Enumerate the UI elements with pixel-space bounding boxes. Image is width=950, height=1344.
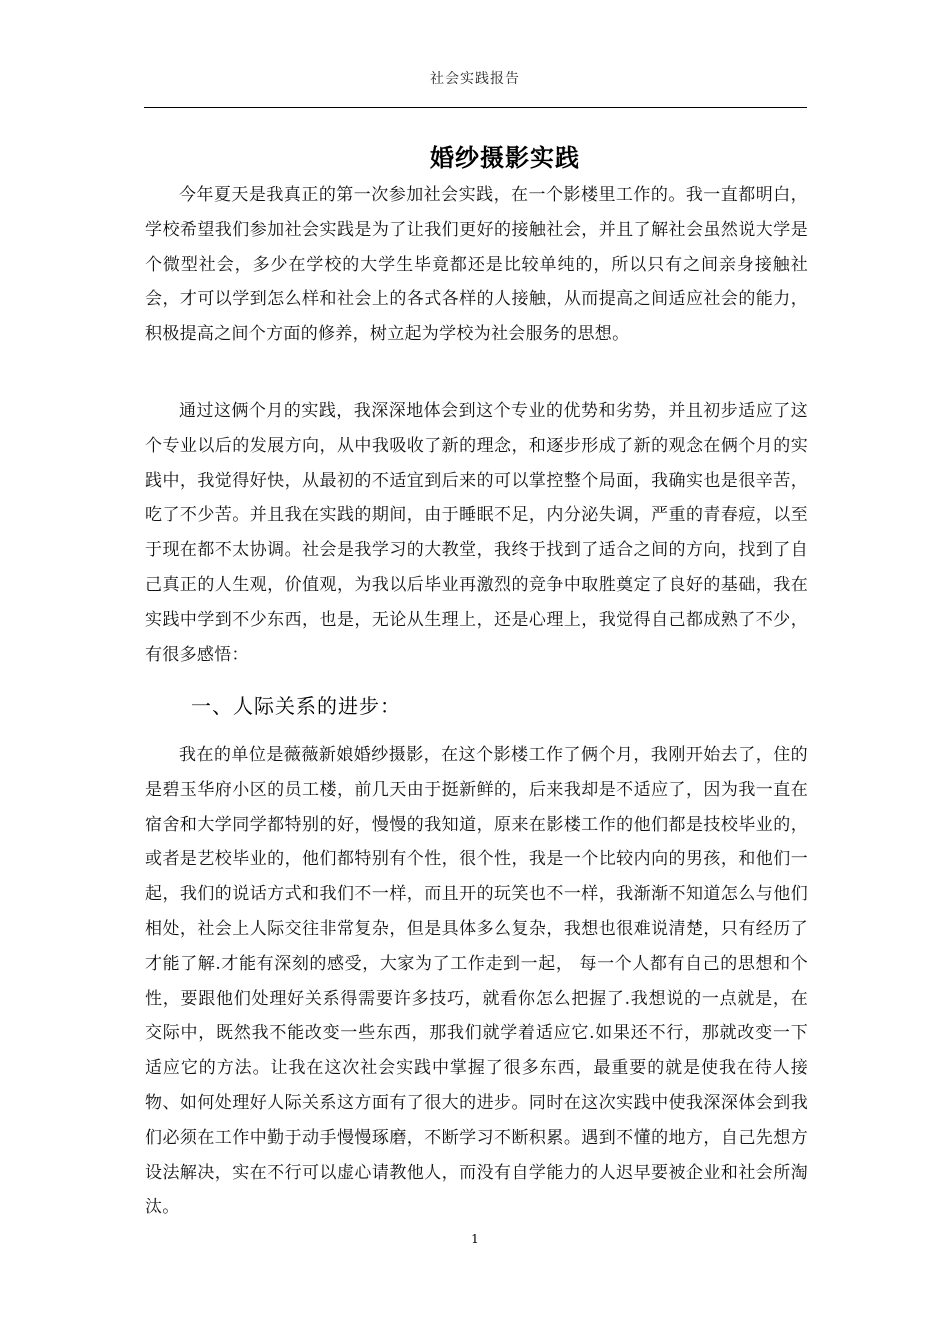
paragraph-text: 通过这俩个月的实践，我深深地体会到这个专业的优势和劣势，并且初步适应了这个专业以后的发展方向，从中我吸收了新的理念，和逐步形成了新的观念在俩个月的实践中，我觉得好快，从最初的不适宜到后来的可以掌控整个局面，我确实也是很辛苦，吃了不少苦。并且我在实践的期间，由于睡眠不足，内分泌失调，严重的青春痘，以至于现在都不太协调。社会是我学习的大教堂，我终于找到了适合之间的方向，找到了自己真正的人生观，价值观，为我以后毕业再激烈的竞争中取胜奠定了良好的基础，我在实践中学到不少东西，也是，无论从生理上，还是心理上，我觉得自己都成熟了不少，有很多感悟： xyxy=(145,401,808,665)
page-number: 1 xyxy=(471,1232,479,1246)
header-divider xyxy=(144,107,807,108)
paragraph-text: 今年夏天是我真正的第一次参加社会实践，在一个影楼里工作的。我一直都明白，学校希望我们参加社会实践是为了让我们更好的接触社会，并且了解社会虽然说大学是个微型社会，多少在学校的大学生毕竟都还是比较单纯的，所以只有之间亲身接触社会，才可以学到怎么样和社会上的各式各样的人接触，从而提高之间适应社会的能力，积极提高之间个方面的修养，树立起为学校为社会服务的思想。 xyxy=(145,185,808,345)
document-title: 婚纱摄影实践 xyxy=(430,144,580,172)
running-header: 社会实践报告 xyxy=(430,71,520,87)
paragraph-text: 我在的单位是薇薇新娘婚纱摄影，在这个影楼工作了俩个月，我刚开始去了，住的是碧玉华府小区的员工楼，前几天由于挺新鲜的，后来我却是不适应了，因为我一直在宿舍和大学同学都特别的好，慢慢的我知道，原来在影楼工作的他们都是技校毕业的，或者是艺校毕业的，他们都特别有个性，很个性，我是一个比较内向的男孩，和他们一起，我们的说话方式和我们不一样，而且开的玩笑也不一样，我渐渐不知道怎么与他们相处，社会上人际交往非常复杂，但是具体多么复杂，我想也很难说清楚，只有经历了才能了解.才能有深刻的感受，大家为了工作走到一起， 每一个人都有自己的思想和个性，要跟他们处理好关系得需要许多技巧，就看你怎么把握了.我想说的一点就是，在交际中，既然我不能改变一些东西，那我们就学着适应它.如果还不行，那就改变一下适应它的方法。让我在这次社会实践中掌握了很多东西，最重要的就是使我在待人接物、如何处理好人际关系这方面有了很大的进步。同时在这次实践中使我深深体会到我们必须在工作中勤于动手慢慢琢磨，不断学习不断积累。遇到不懂的地方，自己先想方设法解决，实在不行可以虚心请教他人，而没有自学能力的人迟早要被企业和社会所淘汰。 xyxy=(145,745,808,1218)
body-paragraph-3 xyxy=(145,738,808,1225)
body-paragraph-1 xyxy=(145,178,808,352)
section-heading: 一、人际关系的进步： xyxy=(191,694,401,718)
body-paragraph-2 xyxy=(145,394,808,672)
